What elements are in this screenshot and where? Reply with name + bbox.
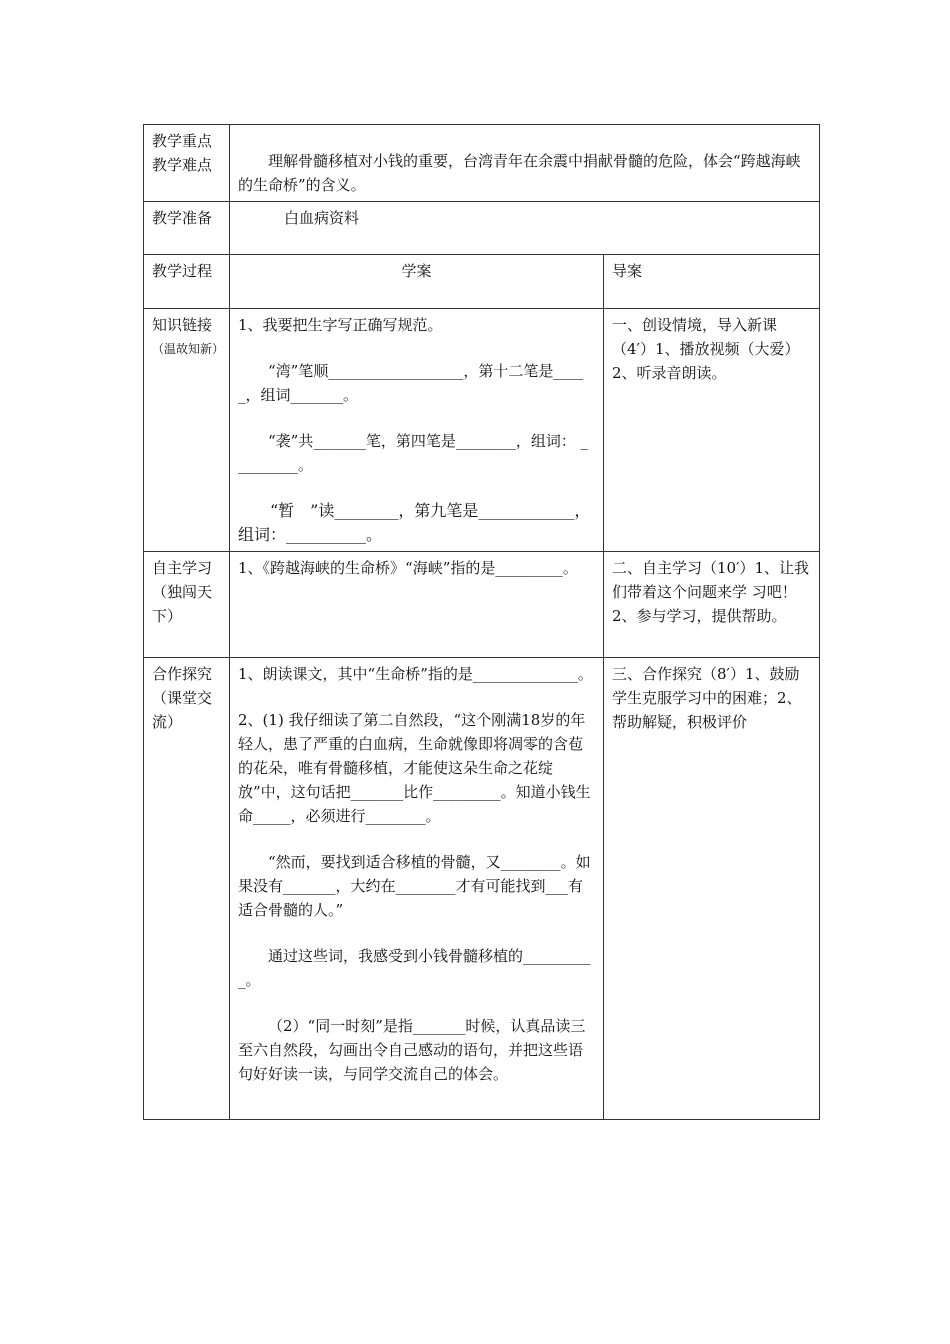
coop-line-4: 通过这些词，我感受到小钱骨髓移植的__________。 [238,947,591,989]
guide-cell-knowledge [604,309,820,552]
knowledge-line-4: “暂 ”读________，第九笔是____________，组词：__________。 [238,501,591,544]
content-cell-prep [230,202,820,255]
row-focus [144,125,820,202]
row-knowledge [144,309,820,552]
knowledge-line-1: 1、我要把生字写正确写规范。 [238,316,443,334]
label-prep: 教学准备 [144,202,230,255]
study-cell-coop [230,658,604,1120]
label-coop: 合作探究 [152,665,213,683]
guide-cell-coop [604,658,820,1120]
label-cell-knowledge [144,309,230,552]
coop-line-5: （2）“同一时刻”是指_______时候，认真品读三至六自然段，勾画出令自己感动的语句，并把这些语句好好读一读，与同学交流自己的体会。 [238,1017,586,1083]
label-cell-coop [144,658,230,1120]
focus-content: 理解骨髓移植对小钱的重要，台湾青年在余震中捐献骨髓的危险，体会“跨越海峡的生命桥”的含义。 [238,152,801,194]
label-cell-self [144,552,230,658]
coop-line-2: 2、(1) 我仔细读了第二自然段，“这个刚满18岁的年轻人，患了严重的白血病，生命就像即将凋零的含苞的花朵，唯有骨髓移植，才能使这朵生命之花绽放”中，这句话把_______比作_________。知道小钱生命_____，必须进行________。 [238,711,591,825]
label-self: 自主学习 [152,559,213,577]
study-cell-self [230,552,604,658]
col-header-guide: 导案 [604,255,820,309]
row-process-header [144,255,820,309]
sublabel-knowledge: （温故知新） [152,342,225,356]
lesson-plan-table [143,124,820,1120]
col-header-study: 学案 [230,255,604,309]
content-cell-focus [230,125,820,202]
knowledge-line-3: “袭”共_______笔，第四笔是________，组词： _________。 [238,432,589,474]
knowledge-line-2: “湾”笔顺__________________，第十二笔是_____，组词_______。 [238,362,584,404]
self-study-question: 1、《跨越海峡的生命桥》“海峡”指的是_________。 [238,559,578,577]
label-cell-focus [144,125,230,202]
coop-guide: 三、合作探究（8′）1、鼓励学生克服学习中的困难；2、帮助解疑，积极评价 [612,665,802,731]
label-difficulty: 教学难点 [152,156,213,174]
self-guide: 二、自主学习（10′）1、让我们带着这个问题来学 习吧！ 2、参与学习，提供帮助。 [612,559,810,625]
row-prep [144,202,820,255]
study-cell-knowledge [230,309,604,552]
prep-content: 白血病资料 [284,209,360,227]
row-self-study [144,552,820,658]
label-knowledge: 知识链接 [152,316,213,334]
sublabel-self: （独闯天下） [152,583,213,625]
knowledge-guide: 一、创设情境，导入新课（4′）1、播放视频（大爱）2、听录音朗读。 [612,316,800,382]
row-cooperation [144,658,820,1120]
label-focus: 教学重点 [152,132,213,150]
coop-line-1: 1、朗读课文，其中“生命桥”指的是______________。 [238,665,593,683]
sublabel-coop: （课堂交流） [152,689,213,731]
coop-line-3: “然而，要找到适合移植的骨髓，又________。如果没有_______，大约在________才有可能找到___有适合骨髓的人。” [238,853,591,919]
guide-cell-self [604,552,820,658]
label-process: 教学过程 [144,255,230,309]
